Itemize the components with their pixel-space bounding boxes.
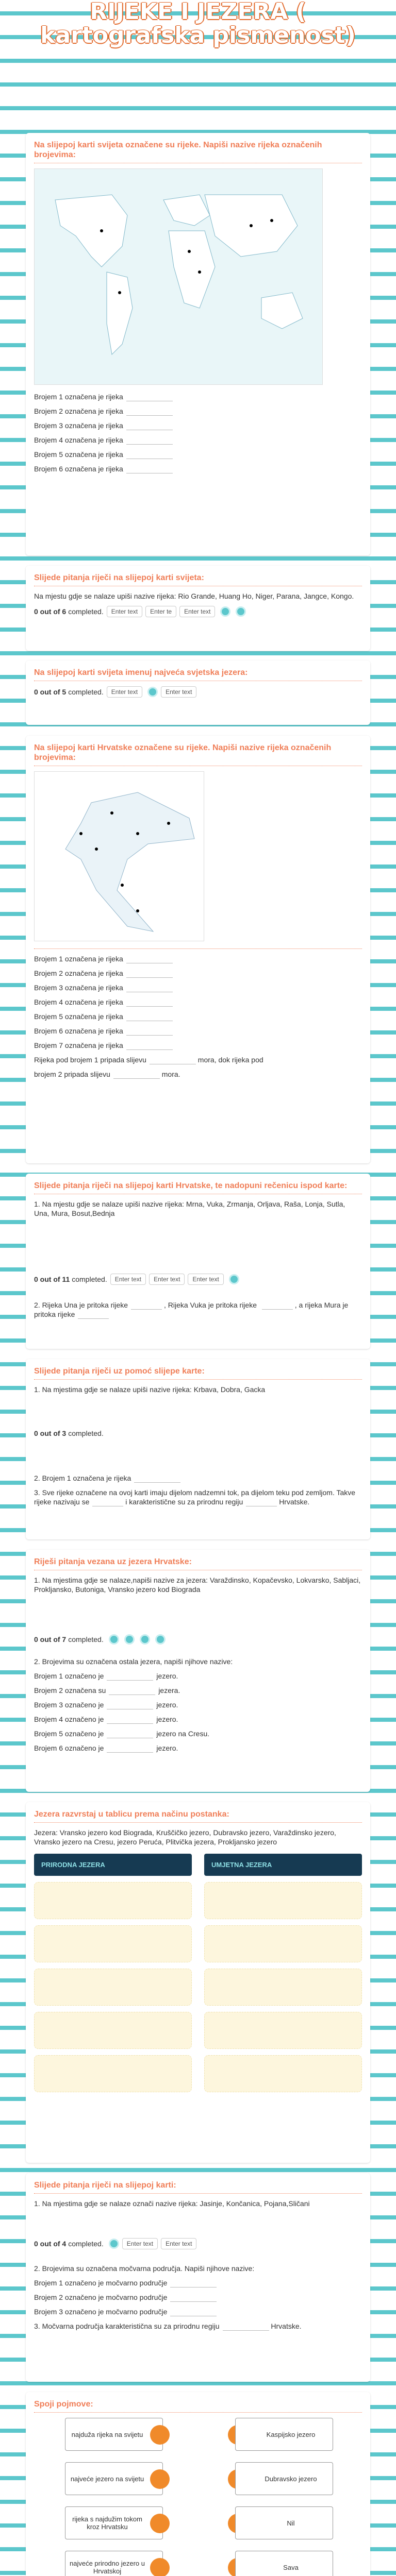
answer-row [34,406,362,416]
drop-slot[interactable] [34,2055,192,2092]
row-label: Brojem 2 označena je rijeka [34,969,123,977]
text-box-1[interactable]: Enter text [122,2238,158,2249]
divider [34,948,362,949]
croatia-blind-map [34,771,204,941]
answer-blank[interactable] [126,409,173,416]
progress [34,606,362,617]
answer-blank[interactable] [134,1476,180,1483]
q-text: nazivaju se [53,1498,90,1506]
section-matching [26,2392,370,2576]
row-label: Brojem 6 označeno je [34,1744,104,1752]
column-natural [34,1854,192,2092]
answer-rows [34,2278,362,2316]
answer-blank[interactable] [131,1302,162,1310]
answer-blank[interactable] [126,1043,173,1050]
answer-row [34,2307,362,2316]
instruction-text: Jezera: Vransko jezero kod Biograda, Kruščičko jezero, Dubravsko jezero, Varaždinsko jezero, Vransko jezero na Cresu, jezero Peruća, Plitvička jezera, Prokljansko jezero [34,1828,336,1846]
note-line-2 [34,1070,362,1079]
q-text: Hrvatske. [271,2322,302,2330]
page-title: RIJEKE I JEZERA ( kartografska pismenost) [40,0,356,48]
drag-token[interactable] [236,606,246,617]
answer-row [34,1686,362,1695]
answer-row [34,1671,362,1681]
answer-blank[interactable] [126,394,173,401]
answer-blank[interactable] [92,1499,123,1506]
match-row [34,2506,378,2547]
note-text: mora, dok rijeka pod [197,1056,263,1064]
drop-slot[interactable] [204,2055,362,2092]
answer-blank[interactable] [126,423,173,430]
text-box-1[interactable]: Enter text [107,606,142,617]
instruction-text: Na mjestu gdje se nalaze upiši nazive rijeka: Rio Grande, Huang Ho, Niger, Parana, Jangce, Kongo. [34,592,354,600]
row-suffix: jezero na Cresu. [156,1730,210,1738]
section-world-rivers-drag [26,566,370,651]
answer-blank[interactable] [78,1312,109,1319]
section-lake-sort [26,1802,370,2163]
connector-dot[interactable] [150,2425,170,2445]
progress-count: 0 out of 11 [34,1275,70,1283]
section-heading: Na slijepoj karti svijeta imenuj najveća svjetska jezera: [34,668,362,681]
answer-blank[interactable] [223,2324,269,2331]
section-heading: Na slijepoj karti Hrvatske označene su rijeke. Napiši nazive rijeka označenih brojevima: [34,743,362,766]
answer-blank[interactable] [107,1717,153,1724]
answer-row [34,2278,362,2287]
progress-count: 0 out of 3 [34,1429,67,1437]
map-placeholder [34,2213,362,2234]
row-label: Brojem 3 označena je rijeka [34,984,123,992]
question-2: 2. Brojevima su označena ostala jezera, napiši njihove nazive: [34,1657,233,1666]
drag-token[interactable] [155,1634,166,1645]
drag-token[interactable] [220,606,230,617]
note-line-1 [34,1055,362,1064]
answer-blank[interactable] [170,2295,217,2302]
section-karst-rivers [26,1359,370,1539]
map-placeholder [34,1599,362,1630]
drop-slot[interactable] [34,1969,192,2006]
progress-count: 0 out of 7 [34,1635,67,1643]
answer-row [34,1729,362,1738]
match-left-item[interactable]: najduža rijeka na svijetu [65,2418,163,2451]
row-label: Brojem 1 označeno je [34,1672,104,1680]
row-label: Brojem 4 označena je rijeka [34,998,123,1006]
connector-dot[interactable] [150,2558,170,2576]
progress-label: completed. [68,607,104,616]
column-artificial [204,1854,362,2092]
section-heading: Spoji pojmove: [34,2399,362,2413]
answer-blank[interactable] [262,1302,293,1310]
answer-blank[interactable] [126,466,173,473]
answer-row [34,450,362,459]
answer-blank[interactable] [126,985,173,992]
drag-token[interactable] [140,1634,150,1645]
column-header: PRIRODNA JEZERA [34,1854,192,1876]
instruction-text: 1. Na mjestima gdje se nalaze označi nazive rijeka: Jasinje, Končanica, Pojana,Sličani [34,2199,310,2208]
q-text: 3. Sve rijeke označene na ovoj karti imaju dijelom nadzemni tok, pa dijelom teku pod zemljom. Takve rijeke [34,1488,356,1506]
section-heading: Slijede pitanja riječi na slijepoj karti Hrvatske, te nadopuni rečenicu ispod karte: [34,1181,362,1194]
instruction-text: 1. Na mjestu gdje se nalaze upiši nazive rijeka: Mrna, Vuka, Zrmanja, Orljava, Raša, Lonja, Sutla, Una, Mura, Bosut,Bednja [34,1200,345,1217]
question-2 [34,1300,362,1319]
drag-token[interactable] [229,1274,239,1284]
question-2 [34,1473,362,1483]
q-text: , Rijeka Vuka je pritoka rijeke [163,1301,257,1309]
answer-blank[interactable] [113,1072,160,1079]
progress-count: 0 out of 4 [34,2240,67,2248]
answer-row [34,2293,362,2302]
q-text: Hrvatske. [279,1498,310,1506]
drop-slot[interactable] [34,1925,192,1962]
match-left-item[interactable]: najveće prirodno jezero u Hrvatskoj [65,2551,163,2576]
answer-row [34,435,362,445]
row-label: Brojem 5 označena je rijeka [34,450,123,459]
map-placeholder [34,1399,362,1425]
answer-blank[interactable] [246,1499,277,1506]
question-3 [34,1488,362,1506]
row-label: Brojem 3 označeno je [34,1701,104,1709]
row-suffix: jezero. [156,1701,178,1709]
progress [34,686,362,698]
row-suffix: jezero. [156,1715,178,1723]
q-text: 2. Brojem 1 označena je rijeka [34,1474,131,1482]
answer-blank[interactable] [126,1014,173,1021]
map-placeholder [34,1223,362,1269]
column-header: UMJETNA JEZERA [204,1854,362,1876]
row-label: Brojem 6 označena je rijeka [34,465,123,473]
connector-dot[interactable] [150,2514,170,2533]
answer-blank[interactable] [107,1702,153,1709]
row-suffix: jezero. [156,1744,178,1752]
section-heading: Slijede pitanja riječi uz pomoć slijepe karte: [34,1366,362,1380]
answer-row [34,983,362,992]
answer-blank[interactable] [170,2280,217,2287]
answer-blank[interactable] [107,1731,153,1738]
q-text: , a rijeka Mura je pritoka rijeke [34,1301,349,1318]
row-label: Brojem 6 označena je rijeka [34,1027,123,1035]
answer-blank[interactable] [126,999,173,1007]
instruction-text: 1. Na mjestima gdje se nalaze upiši nazive rijeka: Krbava, Dobra, Gacka [34,1385,266,1394]
note-text: Rijeka pod brojem 1 pripada slijevu [34,1056,146,1064]
section-world-lakes [26,660,370,725]
row-label: Brojem 5 označeno je [34,1730,104,1738]
answer-row [34,1041,362,1050]
progress-label: completed. [68,1429,104,1437]
drop-slot[interactable] [34,2012,192,2049]
note-text: mora. [161,1070,180,1078]
section-heading: Jezera razvrstaj u tablicu prema načinu postanka: [34,1809,362,1823]
world-blind-map [34,168,323,385]
drop-slot[interactable] [204,1969,362,2006]
progress-label: completed. [72,1275,107,1283]
answer-blank[interactable] [170,2309,217,2316]
section-croatia-rivers-drag [26,1174,370,1349]
match-right-item[interactable]: Dubravsko jezero [235,2462,333,2495]
match-row [34,2551,378,2576]
answer-row [34,997,362,1007]
progress [34,1634,362,1645]
drop-slot[interactable] [204,2012,362,2049]
answer-blank[interactable] [150,1057,196,1064]
section-heading: Na slijepoj karti svijeta označene su rijeke. Napiši nazive rijeka označenih brojevima: [34,140,362,163]
progress-count: 0 out of 5 [34,688,67,696]
text-box-1[interactable]: Enter text [110,1274,146,1285]
match-right-item[interactable]: Kaspijsko jezero [235,2418,333,2451]
answer-row [34,1715,362,1724]
row-label: Brojem 2 označena su [34,1686,106,1694]
instruction-text: 1. Na mjestima gdje se nalaze,napiši nazive za jezera: Varaždinsko, Kopačevsko, Lokvarsko, Sabljaci, Prokljansko, Butoniga, Vransko jezero kod Biograda [34,1576,361,1594]
text-box-1[interactable]: Enter text [107,686,142,698]
drag-token[interactable] [109,1634,119,1645]
section-heading: Slijede pitanja riječi na slijepoj karti: [34,2180,362,2194]
answer-blank[interactable] [126,971,173,978]
answer-blank[interactable] [126,1028,173,1036]
match-left-item[interactable]: najveće jezero na svijetu [65,2462,163,2495]
row-label: Brojem 7 označena je rijeka [34,1041,123,1049]
section-wetlands [26,2173,370,2382]
answer-row [34,1700,362,1709]
connector-dot[interactable] [150,2469,170,2489]
row-label: Brojem 1 označena je rijeka [34,393,123,401]
question-2: 2. Brojevima su označena močvarna područja. Napiši njihove nazive: [34,2264,255,2273]
sort-table [34,1854,362,2092]
answer-row [34,421,362,430]
progress [34,1429,362,1437]
text-box-2[interactable]: Enter text [161,686,196,698]
drop-slot[interactable] [34,1882,192,1919]
row-label: Brojem 5 označena je rijeka [34,1012,123,1021]
drag-token[interactable] [124,1634,135,1645]
progress [34,1274,362,1285]
answer-blank[interactable] [126,956,173,963]
section-heading: Riješi pitanja vezana uz jezera Hrvatske: [34,1557,362,1570]
row-label: Brojem 2 označeno je močvarno područje [34,2293,168,2301]
text-box-3[interactable]: Enter text [179,606,215,617]
section-croatia-rivers [26,736,370,1163]
match-right-item[interactable]: Nil [235,2506,333,2539]
answer-row [34,1026,362,1036]
match-left-item[interactable]: rijeka s najdužim tokom kroz Hrvatsku [65,2506,163,2539]
answer-row [34,969,362,978]
answer-blank[interactable] [107,1745,153,1753]
progress-label: completed. [68,1635,104,1643]
question-3 [34,2321,362,2331]
row-label: Brojem 3 označeno je močvarno područje [34,2308,168,2316]
row-label: Brojem 4 označeno je [34,1715,104,1723]
row-label: Brojem 3 označena je rijeka [34,421,123,430]
row-suffix: jezera. [158,1686,180,1694]
text-box-2[interactable]: Enter text [161,2238,196,2249]
answer-blank[interactable] [126,452,173,459]
row-suffix: jezero. [156,1672,178,1680]
text-box-3[interactable]: Enter text [188,1274,223,1285]
match-row [34,2418,378,2458]
progress-label: completed. [68,688,104,696]
row-label: Brojem 2 označena je rijeka [34,407,123,415]
progress-label: completed. [68,2240,104,2248]
answer-row [34,954,362,963]
answer-row [34,1743,362,1753]
match-row [34,2462,378,2502]
text-box-2[interactable]: Enter text [149,1274,185,1285]
answer-rows [34,1671,362,1753]
answer-row [34,464,362,473]
note-text: brojem 2 pripada slijevu [34,1070,110,1078]
row-label: Brojem 1 označena je rijeka [34,955,123,963]
answer-blank[interactable] [126,437,173,445]
drag-token[interactable] [147,687,158,697]
section-heading: Slijede pitanja riječi na slijepoj karti svijeta: [34,573,362,586]
drop-slot[interactable] [204,1882,362,1919]
answer-rows [34,954,362,1050]
row-label: Brojem 1 označeno je močvarno područje [34,2279,168,2287]
progress [34,2238,362,2249]
worksheet [26,0,370,2576]
q-text: i karakteristične su za prirodnu regiju [125,1498,243,1506]
section-croatia-lakes [26,1550,370,1792]
q-text: 2. Rijeka Una je pritoka rijeke [34,1301,128,1309]
answer-rows [34,392,362,473]
match-right-item[interactable]: Sava [235,2551,333,2576]
answer-blank[interactable] [109,1688,155,1695]
answer-blank[interactable] [107,1673,153,1681]
section-world-rivers [26,133,370,555]
drop-slot[interactable] [204,1925,362,1962]
progress-count: 0 out of 6 [34,607,67,616]
match-area [34,2418,362,2576]
q-text: 3. Močvarna područja karakteristična su za prirodnu regiju [34,2322,220,2330]
text-box-2[interactable]: Enter te [145,606,176,617]
answer-row [34,1012,362,1021]
drag-token[interactable] [109,2239,119,2249]
row-label: Brojem 4 označena je rijeka [34,436,123,444]
answer-row [34,392,362,401]
